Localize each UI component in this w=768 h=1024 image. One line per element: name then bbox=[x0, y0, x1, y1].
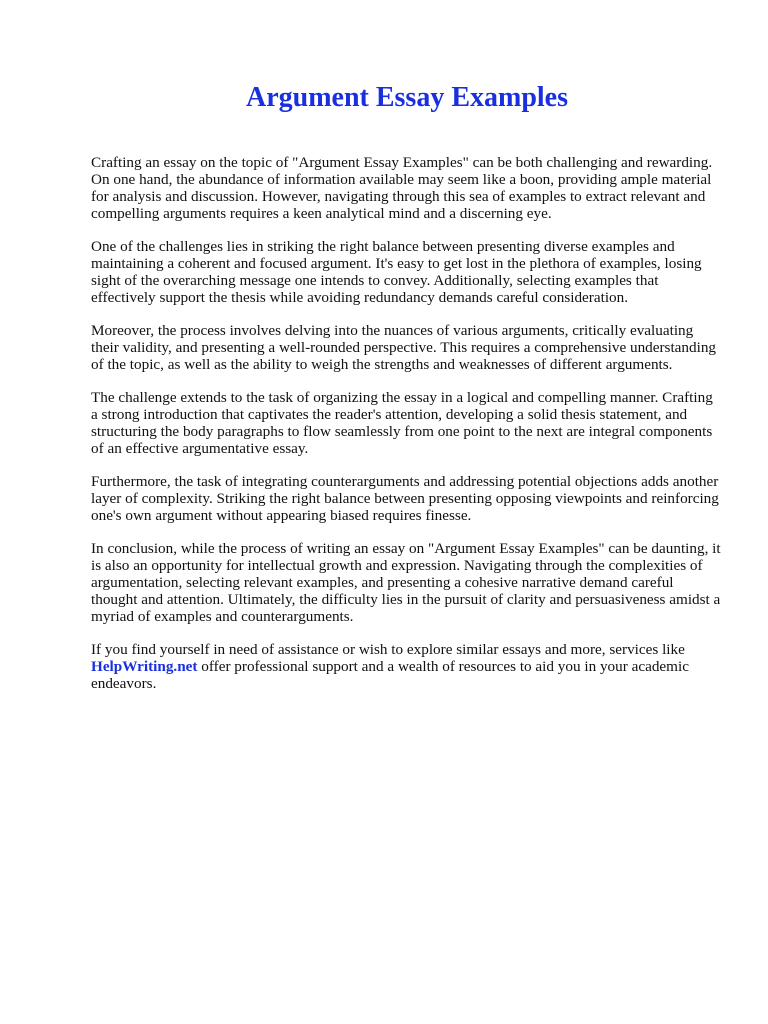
closing-paragraph bbox=[91, 641, 723, 692]
paragraph-2: One of the challenges lies in striking the right balance between presenting diverse examples and maintaining a coherent and focused argument. It's easy to get lost in the plethora of examples, losing sight of the overarching message one intends to convey. Additionally, selecting examples that effectively support the thesis while avoiding redundancy demands careful consideration. bbox=[91, 238, 702, 306]
paragraph-1: Crafting an essay on the topic of "Argument Essay Examples" can be both challenging and rewarding. On one hand, the abundance of information available may seem like a boon, providing ample material for analysis and discussion. However, navigating through this sea of examples to extract relevant and compelling arguments requires a keen analytical mind and a discerning eye. bbox=[91, 154, 713, 222]
paragraph-5: Furthermore, the task of integrating counterarguments and addressing potential objections adds another layer of complexity. Striking the right balance between presenting opposing viewpoints and reinforcing one's own argument without appearing biased requires finesse. bbox=[91, 473, 719, 524]
page-title: Argument Essay Examples bbox=[245, 82, 568, 113]
paragraph-6: In conclusion, while the process of writing an essay on "Argument Essay Examples" can be daunting, it is also an opportunity for intellectual growth and expression. Navigating through the complexities of argumentation, selecting relevant examples, and presenting a cohesive narrative demand careful thought and attention. Ultimately, the difficulty lies in the pursuit of clarity and persuasiveness amidst a myriad of examples and counterarguments. bbox=[91, 540, 721, 625]
closing-text-before-link: If you find yourself in need of assistance or wish to explore similar essays and more, services like bbox=[91, 641, 685, 658]
closing-text-after-link: offer professional support and a wealth of resources to aid you in your academic endeavors. bbox=[91, 658, 689, 692]
paragraph-3: Moreover, the process involves delving into the nuances of various arguments, critically evaluating their validity, and presenting a well-rounded perspective. This requires a comprehensive understanding of the topic, as well as the ability to weigh the strengths and weaknesses of different arguments. bbox=[91, 322, 717, 373]
paragraph-4: The challenge extends to the task of organizing the essay in a logical and compelling manner. Crafting a strong introduction that captivates the reader's attention, developing a solid thesis statement, and structuring the body paragraphs to flow seamlessly from one point to the next are integral components of an effective argumentative essay. bbox=[91, 389, 713, 457]
document-page bbox=[91, 78, 723, 708]
helpwriting-link[interactable]: HelpWriting.net bbox=[91, 658, 198, 675]
